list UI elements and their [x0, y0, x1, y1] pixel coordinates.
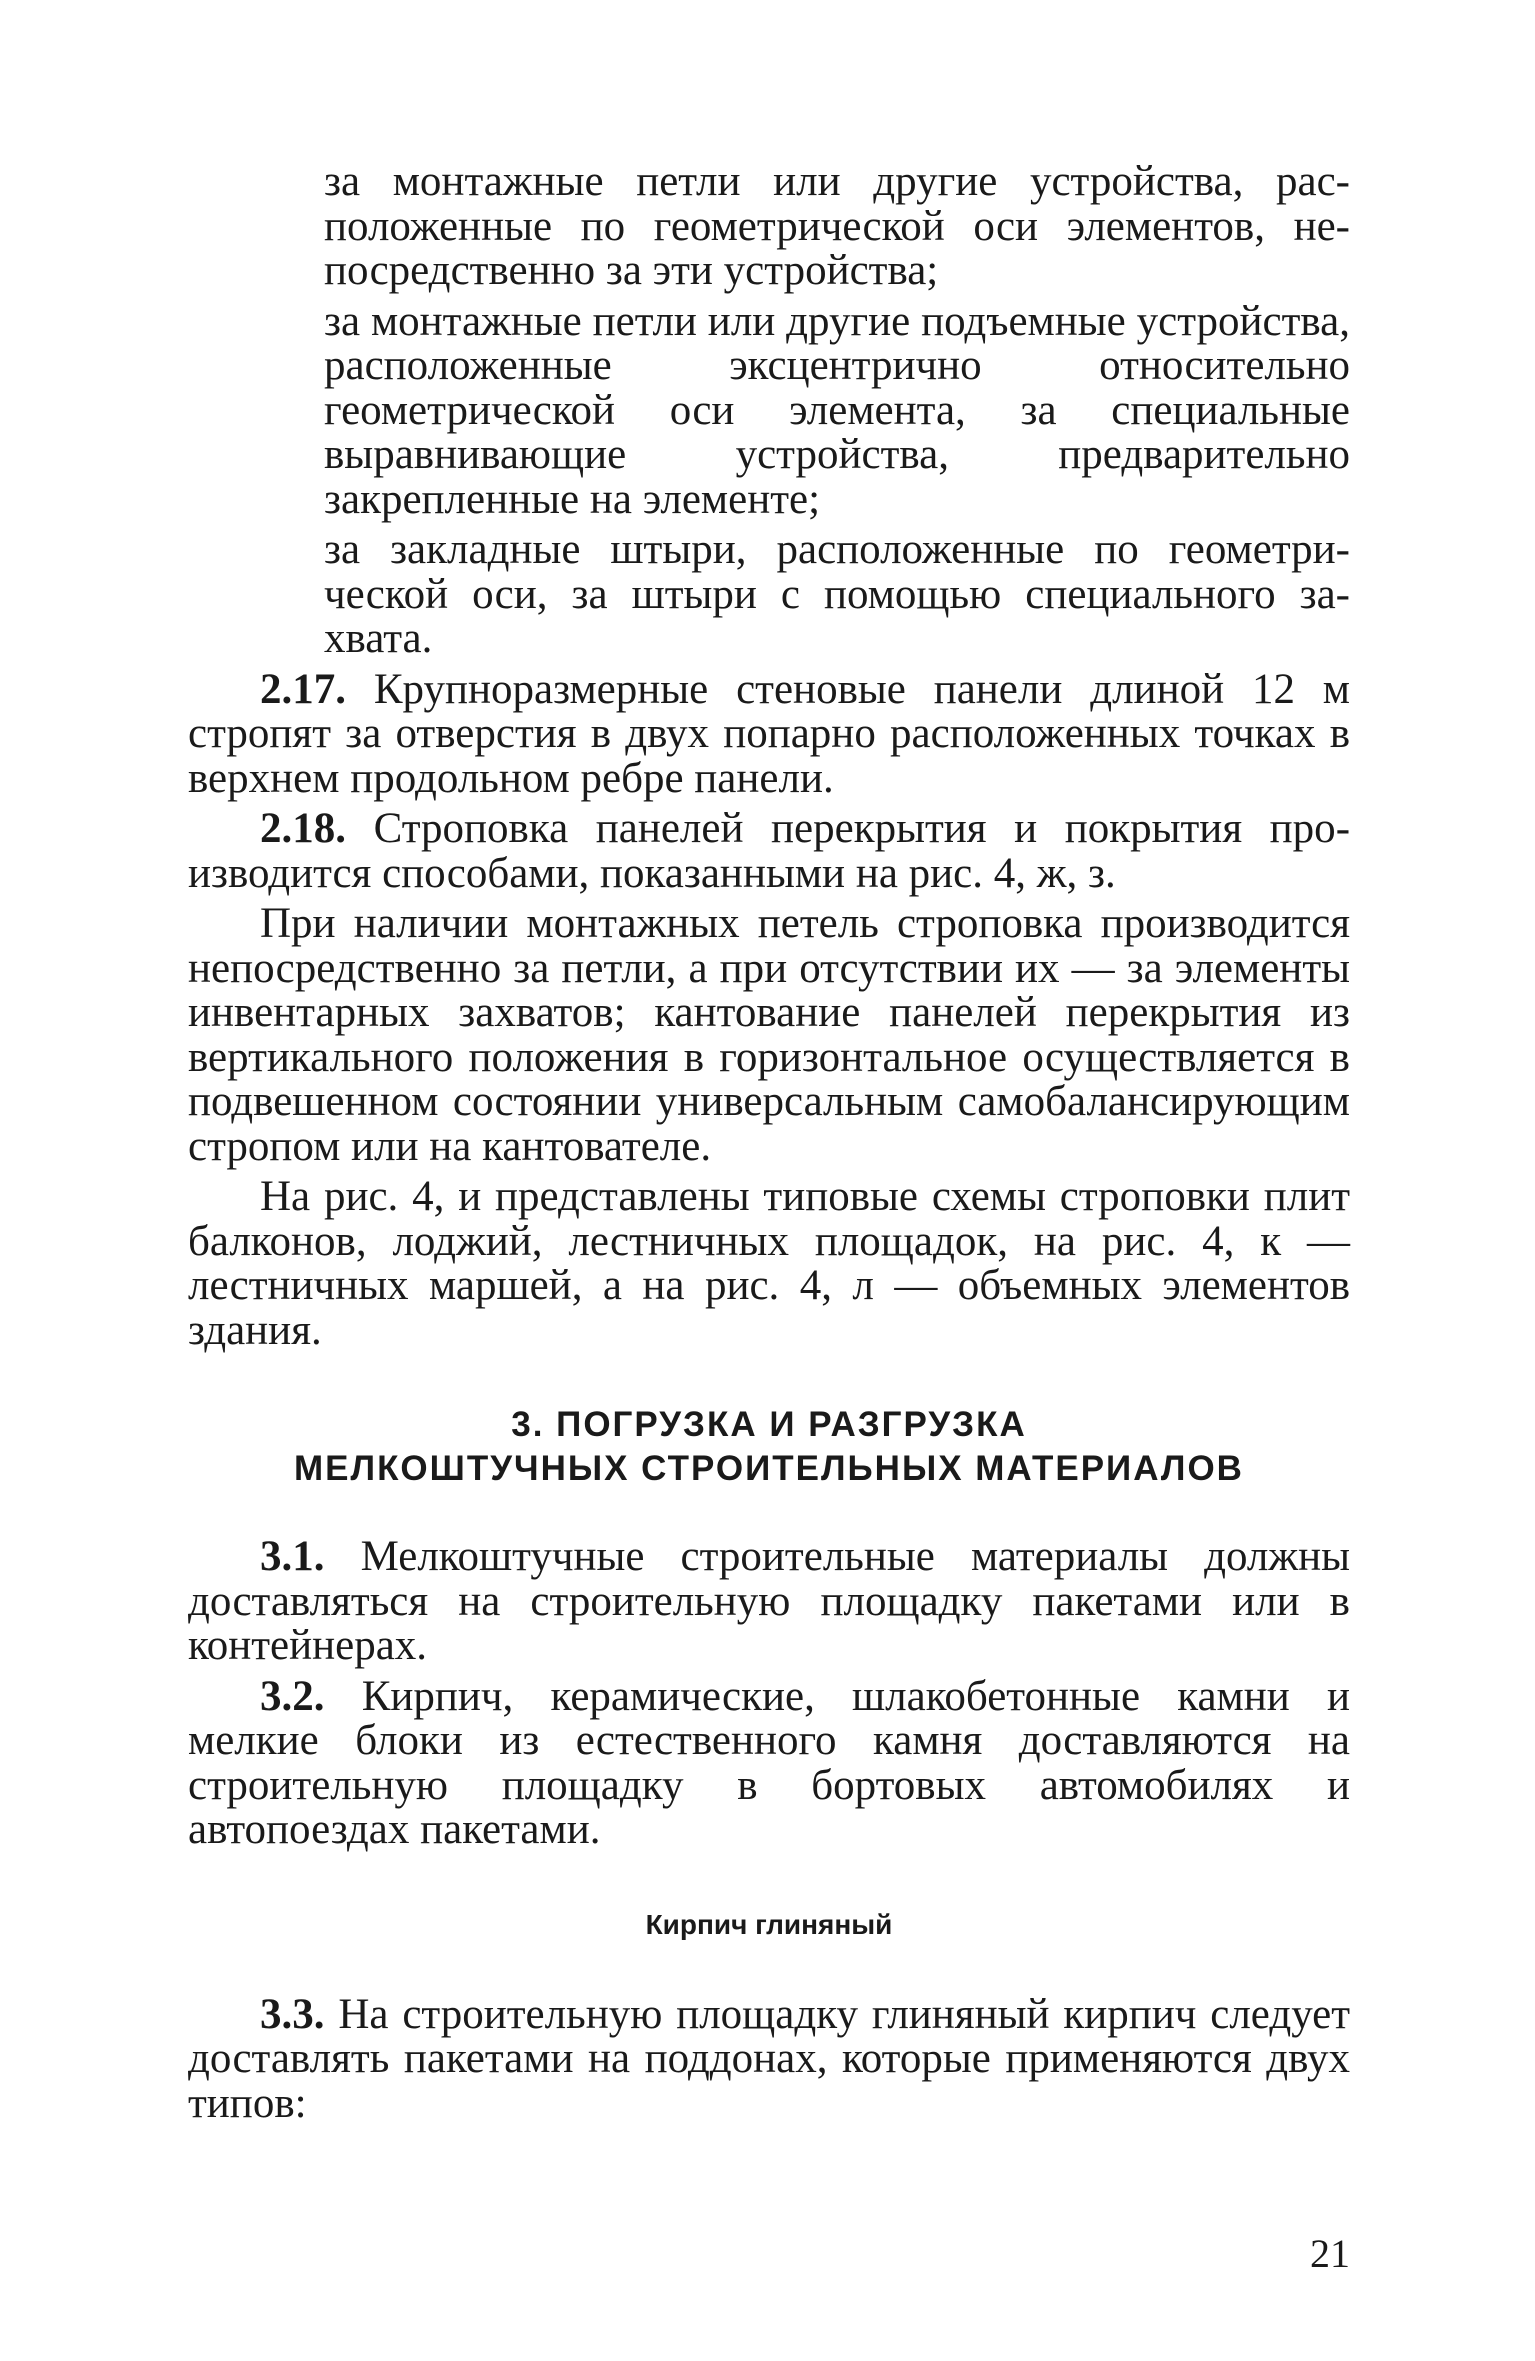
paragraph-number: 2.18.	[260, 805, 346, 852]
subheading-clay-brick: Кирпич глиняный	[645, 1908, 893, 1940]
list-item-mounting-loops: за монтажные петли или другие устройства, расположенные по геометрической оси элементов, непосредственно за эти устройства;	[324, 158, 1350, 294]
paragraph-2-17	[188, 665, 1351, 802]
section-heading-line-1: 3. ПОГРУЗКА И РАЗГРУЗКА	[511, 1405, 1027, 1444]
paragraph-number: 3.2.	[260, 1672, 325, 1720]
paragraph-loops-slinging: При наличии монтажных петель строповка производится непосредственно за петли, а при отсутствии их — за элементы инвентарных захватов; кантование панелей перекрытия из вертикального положения в горизонтальное осуществляется в подвешенном состоянии универсальным самобалансирующим стропом или на кантователе.	[188, 900, 1350, 1170]
paragraph-text: Кирпич, керамические, шлакобетонные камни и мелкие блоки из естественного камня доставляются на строительную площадку в бортовых автомобилях и автопоездах пакетами.	[188, 1672, 1351, 1853]
paragraph-3-2	[188, 1672, 1351, 1853]
paragraph-3-1	[188, 1535, 1350, 1669]
paragraph-number: 3.1.	[260, 1533, 325, 1580]
list-item-embedded-pins: за закладные штыри, расположенные по геометрической оси, за штыри с помощью специального захвата.	[324, 526, 1350, 662]
section-heading-line-2: МЕЛКОШТУЧНЫХ СТРОИТЕЛЬНЫХ МАТЕРИАЛОВ	[294, 1449, 1244, 1488]
paragraph-text: Крупноразмерные стеновые панели длиной 12 м стропят за отверстия в двух попарно расположенных точках в верхнем продольном ребре панели.	[188, 665, 1351, 802]
paragraph-text: На строительную площадку глиняный кирпич следует доставлять пакетами на поддонах, которые применяются двух типов:	[188, 1990, 1351, 2127]
paragraph-number: 3.3.	[260, 1990, 325, 2038]
section-heading	[188, 1403, 1350, 1491]
text-column	[188, 160, 1350, 2132]
page-number: 21	[1310, 2231, 1350, 2276]
paragraph-figure-4: На рис. 4, и представлены типовые схемы строповки плит балконов, лоджий, лестничных площадок, на рис. 4, к — лестничных маршей, а на рис. 4, л — объемных элементов здания.	[188, 1173, 1350, 1354]
paragraph-text: Мелкоштучные строительные материалы должны доставляться на строительную площадку пакетами или в контейнерах.	[188, 1533, 1350, 1669]
paragraph-text: Строповка панелей перекрытия и покрытия производится способами, показанными на рис. 4, ж, з.	[188, 805, 1351, 897]
paragraph-number: 2.17.	[260, 665, 346, 713]
paragraph-2-18	[188, 807, 1350, 896]
paragraph-3-3	[188, 1990, 1351, 2127]
list-item-eccentric-devices: за монтажные петли или другие подъемные устройства, расположенные эксцентрично относительно геометрической оси элемента, за специальные выравнивающие устройства, предварительно закрепленные на элементе;	[324, 297, 1350, 523]
